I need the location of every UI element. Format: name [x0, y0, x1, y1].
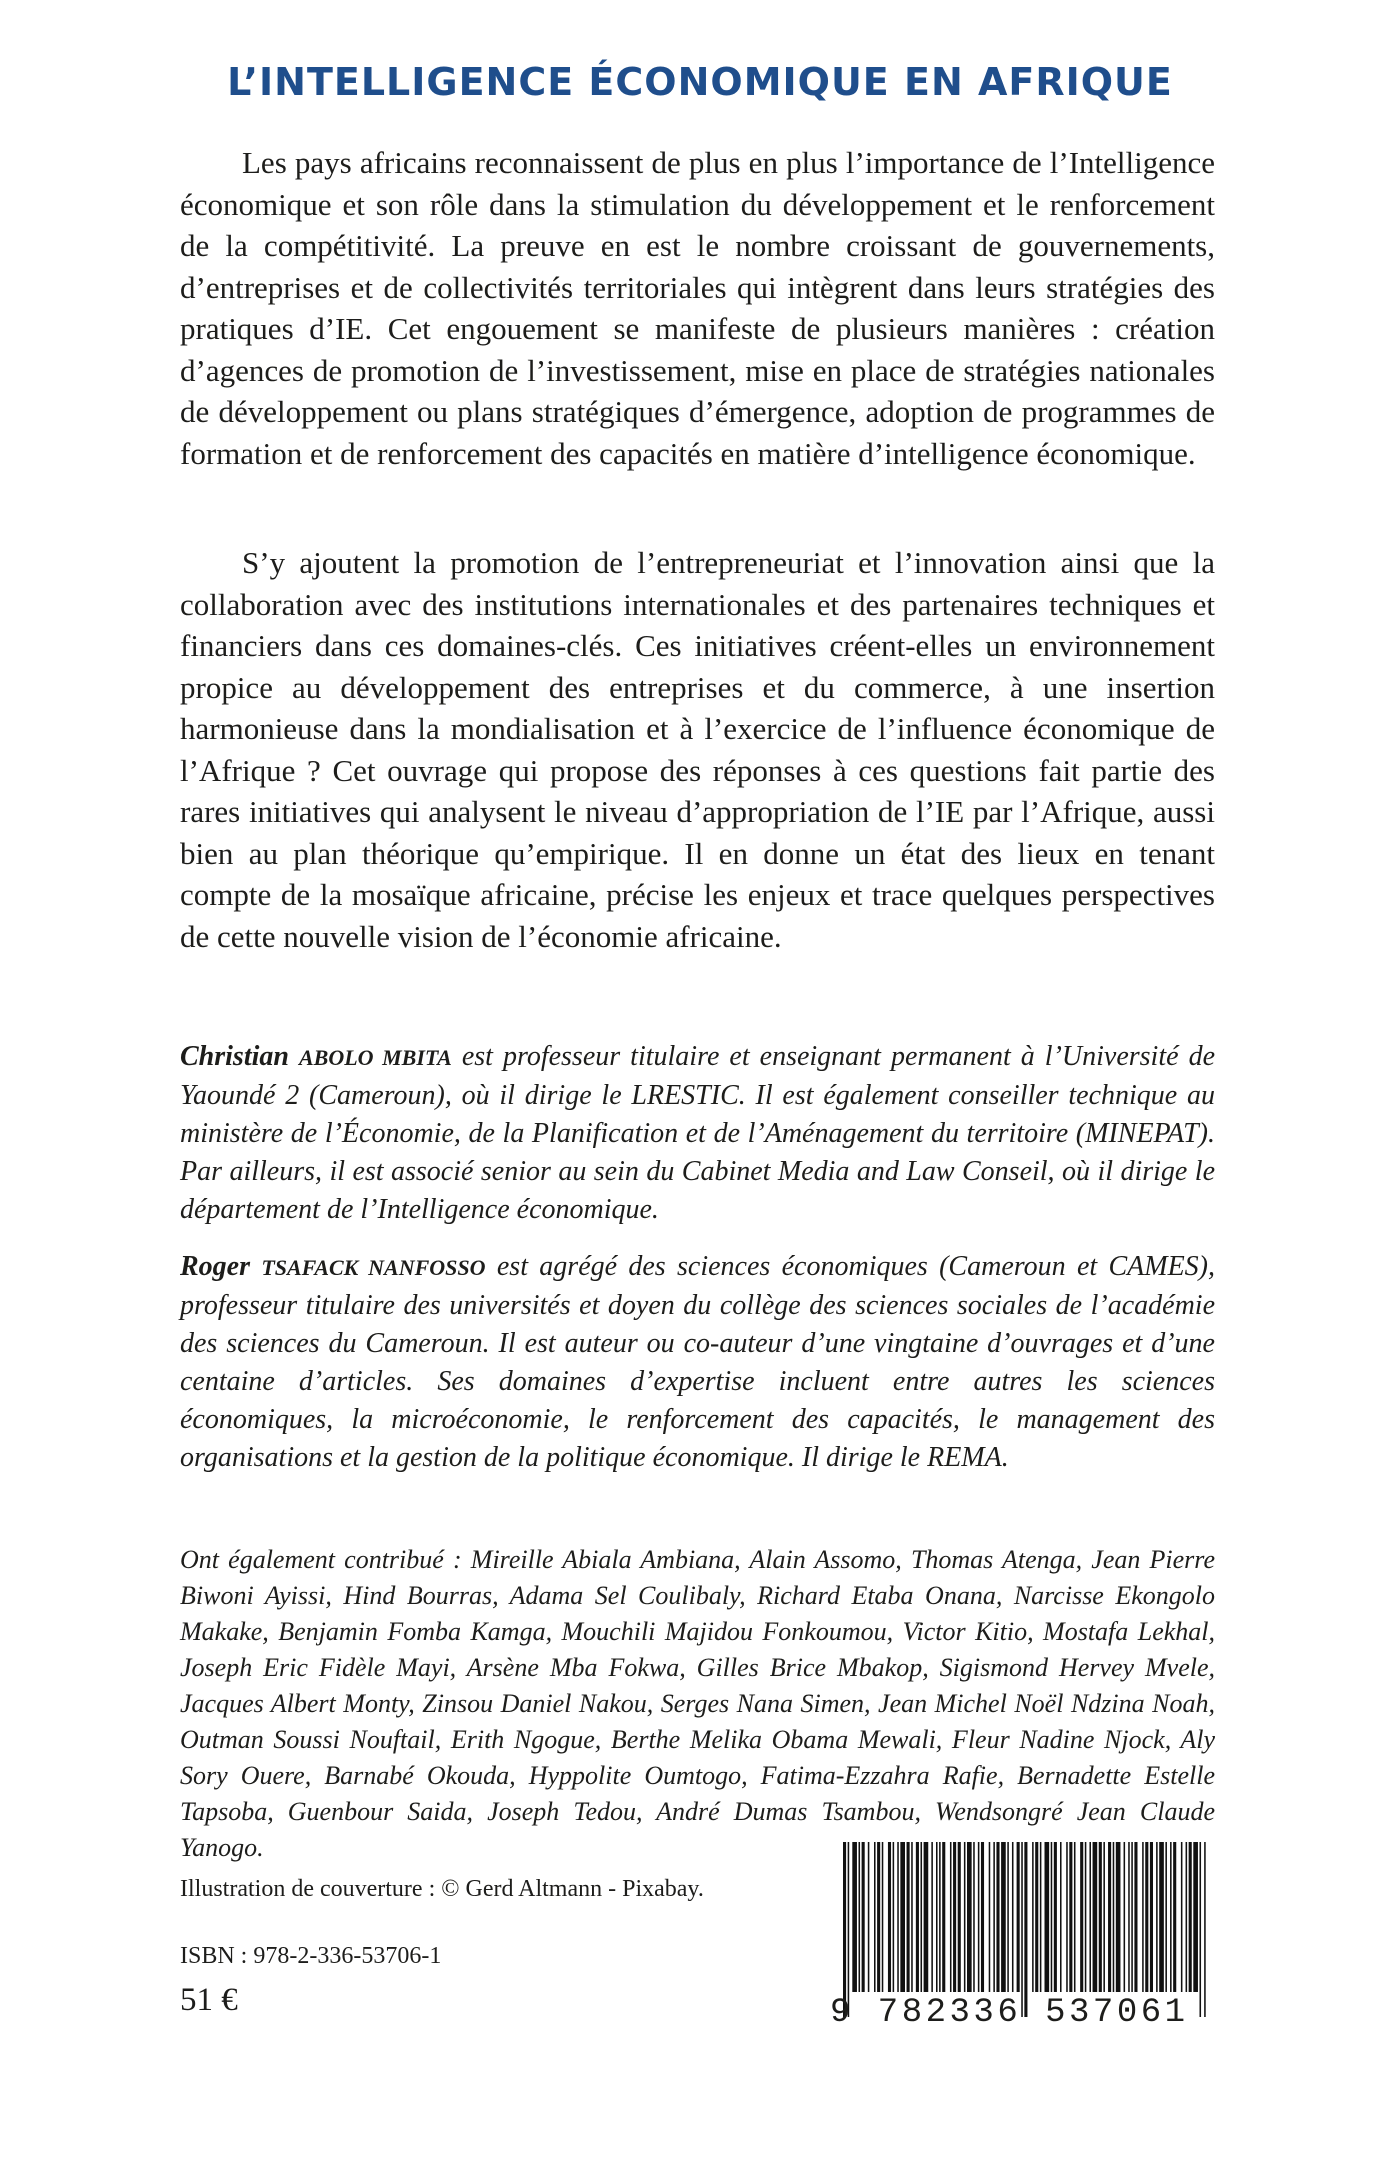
author-first-name: Roger [180, 1251, 250, 1282]
cover-credit: Illustration de couverture : © Gerd Altmann - Pixabay. [180, 1876, 704, 1902]
barcode-icon [835, 1842, 1215, 2017]
author-name-1 [180, 1041, 452, 1072]
isbn: ISBN : 978-2-336-53706-1 [180, 1943, 442, 1969]
author-last-name: ABOLO MBITA [299, 1045, 452, 1070]
book-title: L’INTELLIGENCE ÉCONOMIQUE EN AFRIQUE [227, 60, 1173, 104]
contributors-list: Ont également contribué : Mireille Abiala Ambiana, Alain Assomo, Thomas Atenga, Jean Pierre Biwoni Ayissi, Hind Bourras, Adama Sel Coulibaly, Richard Etaba Onana, Narcisse Ekongolo Makake, Benjamin Fomba Kamga, Mouchili Majidou Fonkoumou, Victor Kitio, Mostafa Lekhal, Joseph Eric Fidèle Mayi, Arsène Mba Fokwa, Gilles Brice Mbakop, Sigismond Hervey Mvele, Jacques Albert Monty, Zinsou Daniel Nakou, Serges Nana Simen, Jean Michel Noël Ndzina Noah, Outman Soussi Nouftail, Erith Ngogue, Berthe Melika Obama Mewali, Fleur Nadine Njock, Aly Sory Ouere, Barnabé Okouda, Hyppolite Oumtogo, Fatima-Ezzahra Rafie, Bernadette Estelle Tapsoba, Guenbour Saida, Joseph Tedou, André Dumas Tsambou, Wendsongré Jean Claude Yanogo. [180, 1545, 1215, 1862]
author-bio-1 [180, 1038, 1215, 1229]
summary-paragraph-2: S’y ajoutent la promotion de l’entrepreneuriat et l’innovation ainsi que la collaboration avec des institutions internationales et des partenaires techniques et financiers dans ces domaines-clés. Ces initiatives créent-elles un environnement propice au développement des entreprises et du commerce, à une insertion harmonieuse dans la mondialisation et à l’exercice de l’influence économique de l’Afrique ? Cet ouvrage qui propose des réponses à ces questions fait partie des rares initiatives qui analysent le niveau d’appropriation de l’IE par l’Afrique, aussi bien au plan théorique qu’empirique. Il en donne un état des lieux en tenant compte de la mosaïque africaine, précise les enjeux et trace quelques perspectives de cette nouvelle vision de l’économie africaine. [180, 545, 1215, 954]
price: 51 € [180, 1982, 238, 2018]
summary-paragraph-1: Les pays africains reconnaissent de plus en plus l’importance de l’Intelligence économique et son rôle dans la stimulation du développement et le renforcement de la compétitivité. La preuve en est le nombre croissant de gouvernements, d’entreprises et de collectivités territoriales qui intègrent dans leurs stratégies des pratiques d’IE. Cet engouement se manifeste de plusieurs manières : création d’agences de promotion de l’investissement, mise en place de stratégies nationales de développement ou plans stratégiques d’émergence, adoption de programmes de formation et de renforcement des capacités en matière d’intelligence économique. [180, 145, 1215, 471]
author-bio-text: est agrégé des sciences économiques (Cameroun et CAMES), professeur titulaire des universités et doyen du collège des sciences sociales de l’académie des sciences du Cameroun. Il est auteur ou co-auteur d’une vingtaine d’ouvrages et d’une centaine d’articles. Ses domaines d’expertise incluent entre autres les sciences économiques, la microéconomie, le renforcement des capacités, le management des organisations et la gestion de la politique économique. Il dirige le REMA. [180, 1251, 1215, 1473]
author-bio-2 [180, 1248, 1215, 1477]
author-name-2 [180, 1251, 486, 1282]
author-first-name: Christian [180, 1041, 289, 1072]
author-last-name: TSAFACK NANFOSSO [261, 1255, 486, 1280]
author-bio-text: est professeur titulaire et enseignant permanent à l’Université de Yaoundé 2 (Cameroun), où il dirige le LRESTIC. Il est également conseiller technique au ministère de l’Économie, de la Planification et de l’Aménagement du territoire (MINEPAT). Par ailleurs, il est associé senior au sein du Cabinet Media and Law Conseil, où il dirige le département de l’Intelligence économique. [180, 1041, 1216, 1225]
barcode-digits: 9 782336 537061 [830, 1994, 1189, 2032]
